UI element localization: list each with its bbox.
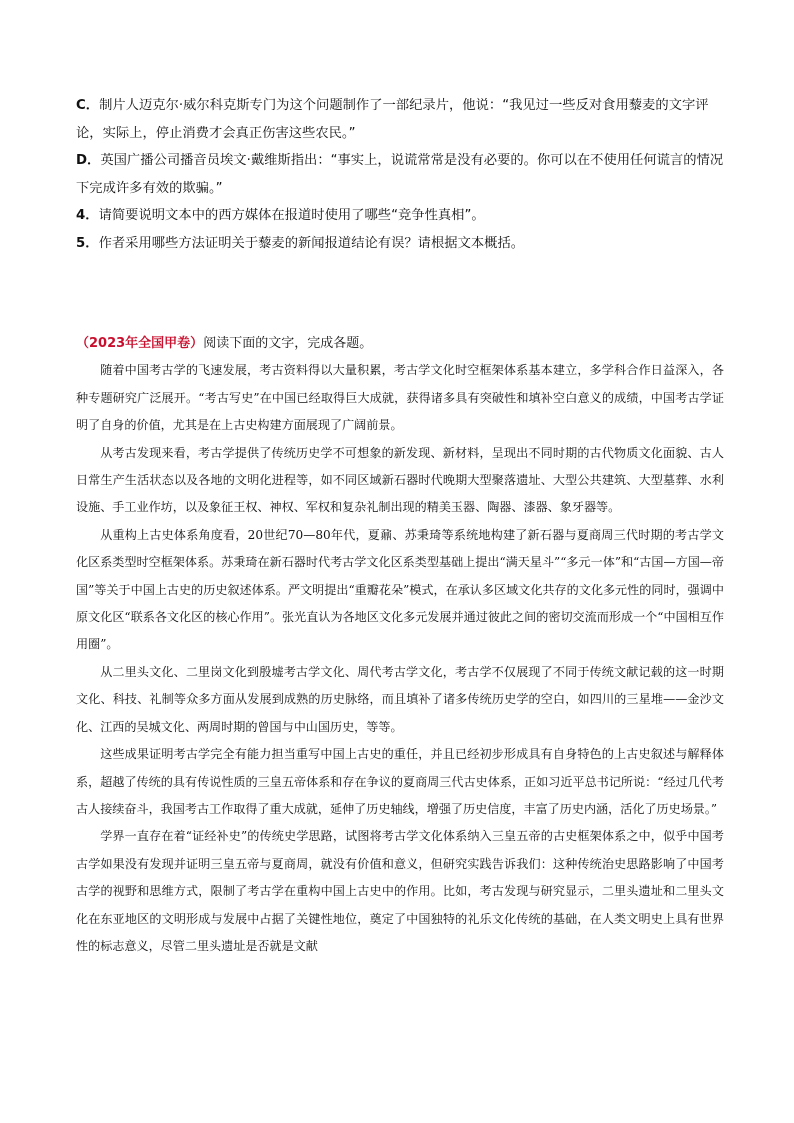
option-label: D． [76, 153, 101, 168]
question-number: 4． [76, 208, 99, 223]
question-text: 作者采用哪些方法证明关于藜麦的新闻报道结论有误？请根据文本概括。 [98, 235, 525, 251]
paragraph: 从考古发现来看，考古学提供了传统历史学不可想象的新发现、新材料，呈现出不同时期的古代物质文化面貌、古人日常生产生活状态以及各地的文明化进程等，如不同区域新石器时代晚期大型聚落遗址、大型公共建筑、大型墓葬、水利设施、手工业作坊，以及象征王权、神权、军权和复杂礼制出现的精美玉器、陶器、漆器、象牙器等。 [76, 445, 724, 515]
option-c [76, 92, 724, 147]
paragraph: 从二里头文化、二里岗文化到殷墟考古学文化、周代考古学文化，考古学不仅展现了不同于传统文献记载的这一时期文化、科技、礼制等众多方面从发展到成熟的历史脉络，而且填补了诸多传统历史学的空白，如四川的三星堆——金沙文化、江西的吴城文化、两周时期的曾国与中山国历史，等等。 [76, 664, 724, 734]
paragraph: 学界一直存在着“证经补史”的传统史学思路，试图将考古学文化体系纳入三皇五帝的古史框架体系之中，似乎中国考古学如果没有发现并证明三皇五帝与夏商周，就没有价值和意义，但研究实践告诉我们：这种传统治史思路影响了中国考古学的视野和思维方式，限制了考古学在重构中国上古史中的作用。比如，考古发现与研究显示，二里头遗址和二里头文化在东亚地区的文明形成与发展中占据了关键性地位，奠定了中国独特的礼乐文化传统的基础，在人类文明史上具有世界性的标志意义，尽管二里头遗址是否就是文献 [76, 829, 724, 953]
paragraph: 从重构上古史体系角度看，20世纪70—80年代，夏鼐、苏秉琦等系统地构建了新石器与夏商周三代时期的考古学文化区系类型时空框架体系。苏秉琦在新石器时代考古学文化区系类型基础上提出“满天星斗”“多元一体”和“古国—方国—帝国”等关于中国上古史的历史叙述体系。严文明提出“重瓣花朵”模式，在承认多区域文化共存的文化多元性的同时，强调中原文化区“联系各文化区的核心作用”。张光直认为各地区文化多元发展并通过彼此之间的密切交流而形成一个“中国相互作用圈”。 [76, 527, 724, 652]
option-text: 制片人迈克尔·威尔科克斯专门为这个问题制作了一部纪录片，他说：“我见过一些反对食用藜麦的文字评论，实际上，停止消费才会真正伤害这些农民。” [76, 98, 709, 141]
question-block [76, 92, 724, 257]
question-number: 5． [76, 235, 99, 251]
question-text: 请简要说明文本中的西方媒体在报道时使用了哪些“竞争性真相”。 [98, 208, 485, 223]
option-d [76, 147, 724, 202]
paragraph: 随着中国考古学的飞速发展，考古资料得以大量积累，考古学文化时空框架体系基本建立，多学科合作日益深入，各种专题研究广泛展开。“考古写史”在中国已经取得巨大成就，获得诸多具有突破性和填补空白意义的成绩，中国考古学证明了自身的价值，尤其是在上古史构建方面展现了广阔前景。 [76, 363, 724, 433]
option-text: 英国广播公司播音员埃文·戴维斯指出：“事实上，说谎常常是没有必要的。你可以在不使用任何谎言的情况下完成许多有效的欺骗。” [76, 153, 724, 196]
option-label: C． [76, 98, 100, 113]
passage-intro [76, 330, 724, 357]
reading-passage [76, 330, 724, 960]
passage-instruction: 阅读下面的文字，完成各题。 [203, 336, 373, 351]
question-5 [76, 230, 724, 258]
question-4 [76, 202, 724, 230]
paragraph: 这些成果证明考古学完全有能力担当重写中国上古史的重任，并且已经初步形成具有自身特色的上古史叙述与解释体系，超越了传统的具有传说性质的三皇五帝体系和存在争议的夏商周三代古史体系，正如习近平总书记所说：“经过几代考古人接续奋斗，我国考古工作取得了重大成就，延伸了历史轴线，增强了历史信度，丰富了历史内涵，活化了历史场景。” [76, 747, 724, 816]
passage-source: （2023年全国甲卷） [76, 336, 204, 351]
